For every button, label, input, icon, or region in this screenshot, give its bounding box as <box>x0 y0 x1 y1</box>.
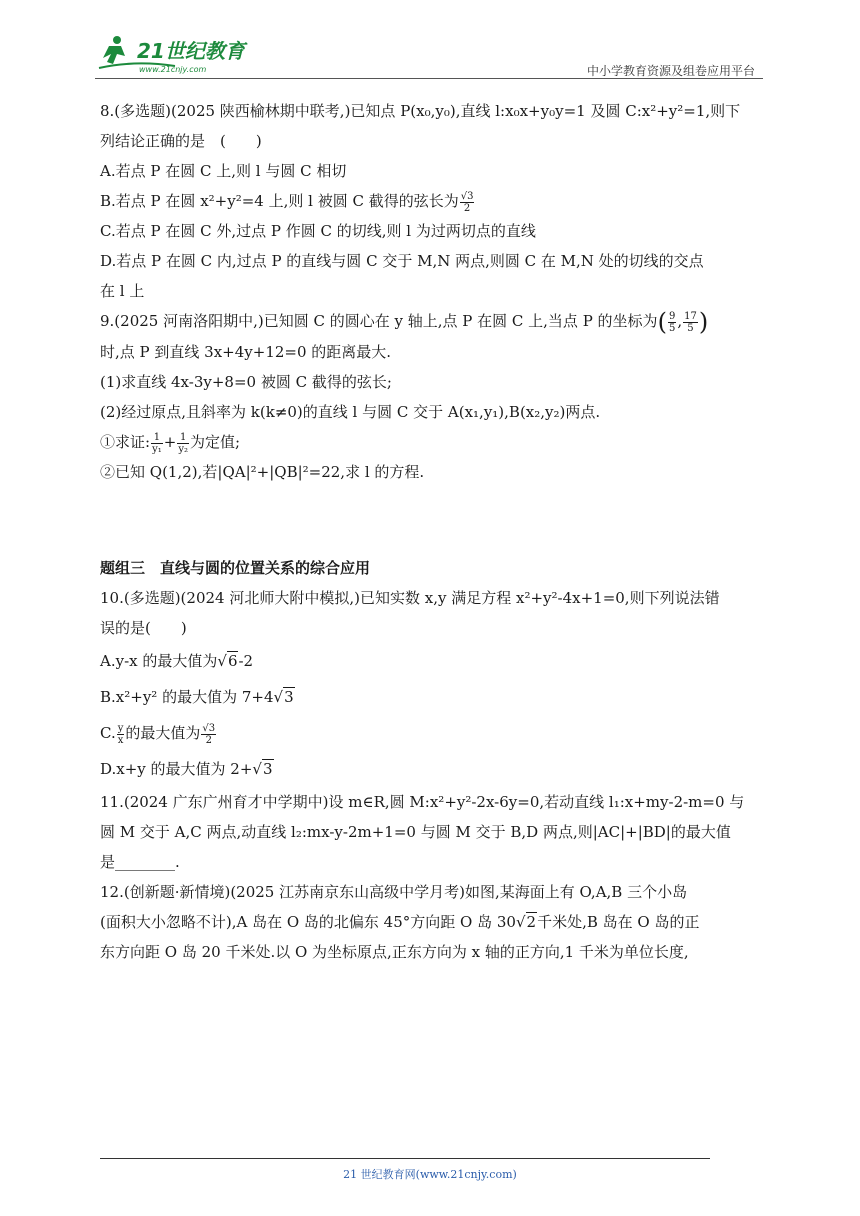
q11-line2: 圆 M 交于 A,C 两点,动直线 l₂:mx-y-2m+1=0 与圆 M 交于 B,D 两点,则|AC|+|BD|的最大值 <box>100 823 731 841</box>
footer-text[interactable]: 21 世纪教育网(www.21cnjy.com) <box>343 1168 517 1181</box>
svg-text:21世纪教育: 21世纪教育 <box>137 39 245 63</box>
header-divider <box>95 78 763 79</box>
section-title: 题组三 直线与圆的位置关系的综合应用 <box>100 559 371 577</box>
site-logo <box>95 32 265 78</box>
q8-option-c: C.若点 P 在圆 C 外,过点 P 作圆 C 的切线,则 l 为过两切点的直线 <box>100 222 536 240</box>
q8-option-b: B.若点 P 在圆 x²+y²=4 上,则 l 被圆 C 截得的弦长为 $\frac{√3}{2}$ <box>100 190 474 214</box>
q10-option-a: A.y-x 的最大值为√6-2 <box>100 652 254 670</box>
q8-line1: 8.(多选题)(2025 陕西榆林期中联考,)已知点 P(x₀,y₀),直线 l:x₀x+y₀y=1 及圆 C:x²+y²=1,则下 <box>100 102 741 120</box>
q12-line3: 东方向距 O 岛 20 千米处.以 O 为坐标原点,正东方向为 x 轴的正方向,1 千米为单位长度, <box>100 943 689 961</box>
q9-part1: (1)求直线 4x-3y+8=0 被圆 C 截得的弦长; <box>100 373 392 391</box>
footer-divider <box>100 1158 710 1159</box>
header-platform-text: 中小学教育资源及组卷应用平台 <box>586 64 755 78</box>
q9-part2: (2)经过原点,且斜率为 k(k≠0)的直线 l 与圆 C 交于 A(x₁,y₁),B(x₂,y₂)两点. <box>100 403 601 421</box>
q10-line2: 误的是( ) <box>100 619 187 637</box>
q10-option-d: D.x+y 的最大值为 2+√3 <box>100 760 273 778</box>
q10-line1: 10.(多选题)(2024 河北师大附中模拟,)已知实数 x,y 满足方程 x²+y²-4x+1=0,则下列说法错 <box>100 589 720 607</box>
q8-line2: 列结论正确的是 ( ) <box>100 132 262 150</box>
frac-sqrt3-over-2: $\frac{√3}{2}$ <box>460 190 474 214</box>
question-content <box>100 96 764 967</box>
q9-line2: 时,点 P 到直线 3x+4y+12=0 的距离最大. <box>100 343 392 361</box>
q9-part2b: ②已知 Q(1,2),若|QA|²+|QB|²=22,求 l 的方程. <box>100 463 425 481</box>
svg-text:www.21cnjy.com: www.21cnjy.com <box>139 65 207 74</box>
q12-line1: 12.(创新题·新情境)(2025 江苏南京东山高级中学月考)如图,某海面上有 O,A,B 三个小岛 <box>100 883 688 901</box>
q8-option-a: A.若点 P 在圆 C 上,则 l 与圆 C 相切 <box>100 162 347 180</box>
q9-part2a: ①求证: $\frac{1}{\text{y₁}}$ + $\frac{1}{\text{y₂}}$ 为定值; <box>100 431 241 455</box>
q8-option-d-line2: 在 l 上 <box>100 282 145 300</box>
q10-option-c: C. $\frac{y}{x}$ 的最大值为 $\frac{√3}{2}$ <box>100 722 216 746</box>
q10-option-b: B.x²+y² 的最大值为 7+4√3 <box>100 688 294 706</box>
q12-line2: (面积大小忽略不计),A 岛在 O 岛的北偏东 45°方向距 O 岛 30√2千米处,B 岛在 O 岛的正 <box>100 913 700 931</box>
q9-line1: 9.(2025 河南洛阳期中,)已知圆 C 的圆心在 y 轴上,点 P 在圆 C 上,当点 P 的坐标为( $\frac{9}{5}$ , $\frac{17}{5}$ ) <box>100 308 709 336</box>
q11-line1: 11.(2024 广东广州育才中学期中)设 m∈R,圆 M:x²+y²-2x-6y=0,若动直线 l₁:x+my-2-m=0 与 <box>100 793 745 811</box>
page-header <box>95 32 763 78</box>
q11-line3: 是________. <box>100 853 180 871</box>
q8-option-d-line1: D.若点 P 在圆 C 内,过点 P 的直线与圆 C 交于 M,N 两点,则圆 C 在 M,N 处的切线的交点 <box>100 252 704 270</box>
